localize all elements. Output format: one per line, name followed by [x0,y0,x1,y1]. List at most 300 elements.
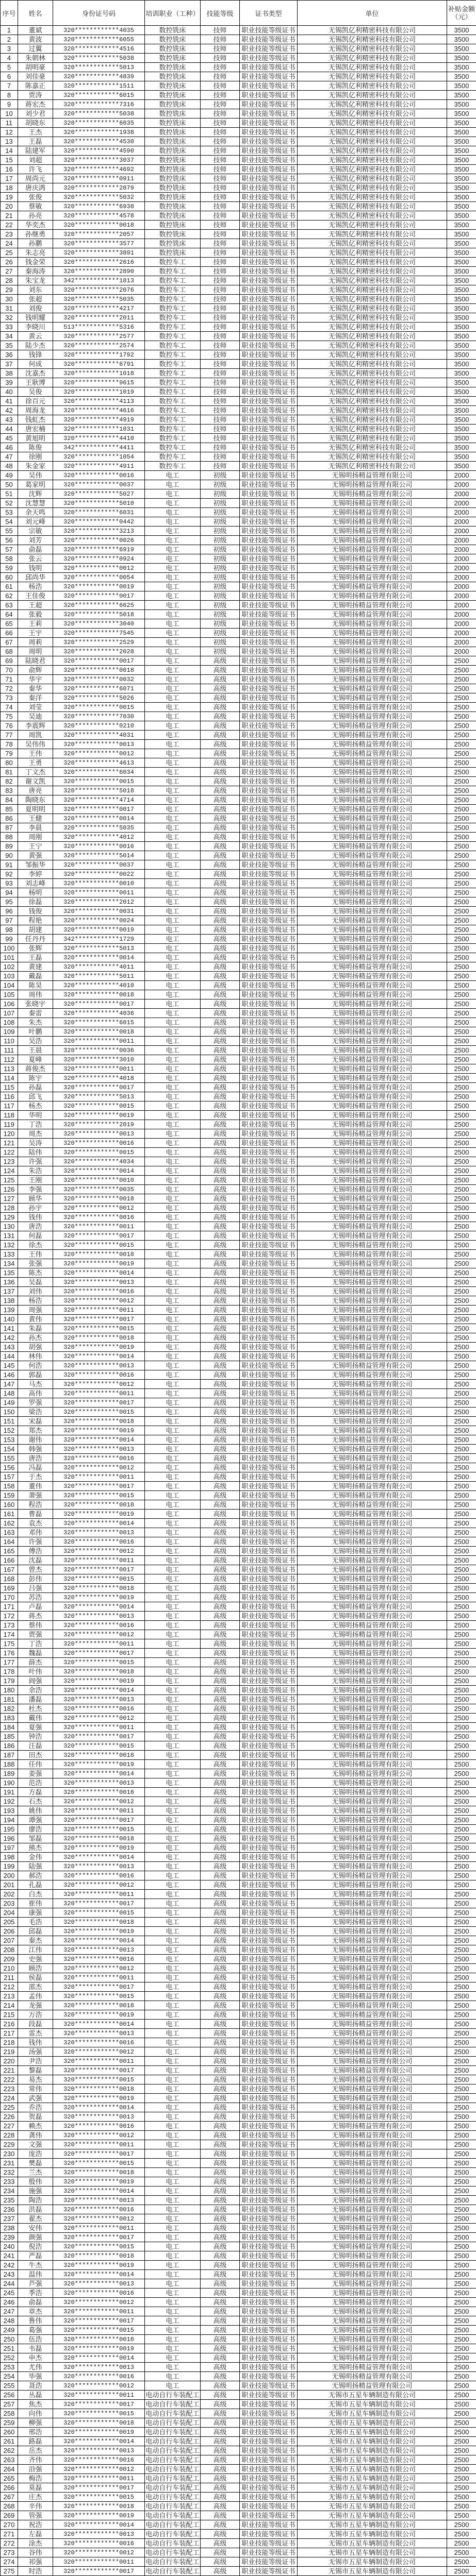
name-cell: 魏磊 [18,1649,53,1658]
name-cell: 熊杰 [18,1843,53,1853]
seq-cell: 82 [1,777,18,786]
unit-cell: 无锡市五星车辆制造有限公司 [298,2418,447,2428]
seq-cell: 160 [1,1500,18,1510]
name-cell: 王莉 [18,619,53,629]
cert-cell: 职业技能等级证书 [240,860,298,870]
amount-cell: 2500 [447,833,476,842]
level-cell: 高级 [201,2010,240,2020]
amount-cell: 2500 [447,777,476,786]
id-cell: 320************7545 [53,629,145,638]
cert-cell: 职业技能等级证书 [240,397,298,406]
level-cell: 高级 [201,1853,240,1862]
seq-cell: 28 [1,276,18,285]
name-cell: 邱尚华 [18,573,53,582]
level-cell: 高级 [201,805,240,814]
cert-cell: 职业技能等级证书 [240,1519,298,1528]
job-cell: 电工 [145,2010,201,2020]
job-cell: 电工 [145,629,201,638]
job-cell: 电工 [145,2177,201,2187]
job-cell: 电工 [145,554,201,564]
name-cell: 金伟 [18,1853,53,1862]
amount-cell: 2000 [447,610,476,619]
amount-cell: 2500 [447,2353,476,2363]
name-cell: 朱宝龙 [18,276,53,285]
seq-cell: 55 [1,527,18,536]
seq-cell: 231 [1,2159,18,2168]
table-row [1,2344,476,2353]
amount-cell: 2500 [447,860,476,870]
unit-cell: 无锡明扬精益管理有限公司 [298,860,447,870]
level-cell: 高级 [201,1148,240,1157]
id-cell: 320************0017 [53,1899,145,1908]
id-cell: 320************6015 [53,1018,145,1027]
job-cell: 电工 [145,999,201,1009]
job-cell: 电工 [145,1778,201,1788]
job-cell: 电工 [145,2335,201,2344]
amount-cell: 2500 [447,740,476,749]
unit-cell: 无锡明扬精益管理有限公司 [298,981,447,990]
id-cell: 320************2057 [53,230,145,239]
amount-cell: 2500 [447,2474,476,2483]
seq-cell: 229 [1,2140,18,2149]
cert-cell: 职业技能等级证书 [240,675,298,684]
seq-cell: 22 [1,221,18,230]
level-cell: 高级 [201,1398,240,1408]
id-cell: 320************0019 [53,1676,145,1686]
amount-cell: 2500 [447,1231,476,1241]
unit-cell: 无锡凯亿利精密科技有限公司 [298,118,447,128]
seq-cell: 130 [1,1222,18,1231]
id-cell: 320************4590 [53,146,145,156]
id-cell: 320************0016 [53,2205,145,2214]
cert-cell: 职业技能等级证书 [240,1129,298,1139]
table-row [1,1445,476,1454]
unit-cell: 无锡明扬精益管理有限公司 [298,684,447,693]
cert-cell: 职业技能等级证书 [240,489,298,499]
name-cell: 陆强 [18,1862,53,1871]
seq-cell: 142 [1,1333,18,1343]
name-cell: 石杰 [18,1797,53,1806]
seq-cell: 251 [1,2344,18,2353]
job-cell: 电工 [145,1231,201,1241]
seq-cell: 240 [1,2242,18,2251]
amount-cell: 2500 [447,1482,476,1491]
unit-cell: 无锡凯亿利精密科技有限公司 [298,72,447,81]
amount-cell: 2500 [447,2493,476,2502]
name-cell: 雷杰 [18,2029,53,2038]
amount-cell: 2500 [447,1064,476,1074]
id-cell: 320************7316 [53,100,145,109]
level-cell: 初级 [201,629,240,638]
table-row [1,2149,476,2159]
job-cell: 电工 [145,582,201,591]
unit-cell: 无锡明扬精益管理有限公司 [298,1556,447,1565]
table-row [1,1612,476,1621]
job-cell: 数控铣床 [145,118,201,128]
id-cell: 320************0014 [53,1352,145,1361]
job-cell: 电工 [145,2372,201,2381]
seq-cell: 54 [1,517,18,527]
seq-cell: 120 [1,1129,18,1139]
id-cell: 320************0017 [53,2233,145,2242]
id-cell: 320************4919 [53,415,145,425]
cert-cell: 职业技能等级证书 [240,1797,298,1806]
seq-cell: 174 [1,1630,18,1639]
table-row [1,1890,476,1899]
unit-cell: 无锡明扬精益管理有限公司 [298,2372,447,2381]
id-cell: 320************4714 [53,795,145,805]
cert-cell: 职业技能等级证书 [240,1380,298,1389]
table-row [1,1380,476,1389]
level-cell: 技师 [201,221,240,230]
job-cell: 电工 [145,1046,201,1055]
seq-cell: 51 [1,489,18,499]
job-cell: 电工 [145,768,201,777]
level-cell: 技师 [201,54,240,63]
name-cell: 蔡敏 [18,202,53,211]
name-cell: 何成 [18,360,53,369]
job-cell: 电工 [145,2270,201,2279]
table-row [1,1556,476,1565]
cert-cell: 职业技能等级证书 [240,1055,298,1064]
job-cell: 电工 [145,601,201,610]
job-cell: 电工 [145,2140,201,2149]
seq-cell: 128 [1,1204,18,1213]
job-cell: 电动自行车装配工 [145,2530,200,2538]
level-cell: 初级 [201,545,240,554]
seq-cell: 65 [1,619,18,629]
name-cell: 孙宇 [18,1204,53,1213]
id-cell: 320************0018 [53,1027,145,1037]
level-cell: 技师 [201,26,240,35]
id-cell: 320************3037 [53,156,145,165]
name-cell: 刘超 [18,156,53,165]
table-row [1,452,476,462]
job-cell: 电工 [145,1890,201,1899]
table-row [1,554,476,564]
table-row [1,944,476,953]
cert-cell: 职业技能等级证书 [240,44,298,54]
cert-cell: 职业技能等级证书 [240,1649,298,1658]
cert-cell: 职业技能等级证书 [240,564,298,573]
level-cell: 高级 [201,1760,240,1769]
job-cell: 数控车工 [145,304,201,313]
unit-cell: 无锡明扬精益管理有限公司 [298,2270,447,2279]
cert-cell: 职业技能等级证书 [240,851,298,860]
amount-cell: 2500 [447,2038,476,2047]
cert-cell: 职业技能等级证书 [240,1510,298,1519]
amount-cell: 2500 [447,1018,476,1027]
id-cell: 320************0013 [53,1695,145,1704]
amount-cell: 3500 [447,239,476,248]
table-row [1,758,476,768]
name-cell: 任伟 [18,1760,53,1769]
id-cell: 320************0018 [53,2168,145,2177]
seq-cell: 262 [1,2446,18,2455]
name-cell: 梁浩 [18,1408,53,1417]
seq-cell: 226 [1,2112,18,2122]
name-cell: 刘志峰 [18,879,53,888]
table-row [1,1064,476,1074]
amount-cell: 2000 [447,471,476,480]
table-row [1,2289,476,2298]
seq-cell: 42 [1,406,18,415]
level-cell: 初级 [201,471,240,480]
cert-cell: 职业技能等级证书 [240,2530,298,2539]
amount-cell: 2500 [447,2298,476,2307]
seq-cell: 95 [1,897,18,907]
level-cell: 高级 [201,1194,240,1204]
name-cell: 姜强 [18,1769,53,1778]
table-row [1,740,476,749]
level-cell: 高级 [201,703,240,712]
unit-cell: 无锡明扬精益管理有限公司 [298,851,447,860]
amount-cell: 3500 [447,137,476,146]
name-cell: 谭强 [18,1816,53,1825]
job-cell: 数控铣床 [145,174,201,183]
seq-cell: 156 [1,1463,18,1472]
seq-cell: 253 [1,2363,18,2372]
amount-cell: 3500 [447,415,476,425]
name-cell: 赖杰 [18,2122,53,2131]
job-cell: 电工 [145,1352,201,1361]
amount-cell: 2500 [447,2122,476,2131]
unit-cell: 无锡明扬精益管理有限公司 [298,2066,447,2075]
name-cell: 陈宇 [18,1074,53,1083]
name-cell: 王宁 [18,842,53,851]
job-cell: 电工 [145,1361,201,1370]
amount-cell: 2000 [447,564,476,573]
seq-cell: 165 [1,1547,18,1556]
cert-cell: 职业技能等级证书 [240,545,298,554]
id-cell: 320************0012 [53,564,145,573]
seq-cell: 31 [1,304,18,313]
table-row [1,508,476,517]
cert-cell: 职业技能等级证书 [240,2520,298,2530]
level-cell: 高级 [201,1370,240,1380]
amount-cell: 2500 [447,1751,476,1760]
job-cell: 电工 [145,2187,201,2196]
table-row [1,860,476,870]
amount-cell: 3500 [447,434,476,443]
amount-cell: 2500 [447,2214,476,2224]
id-cell: 320************0924 [53,554,145,564]
unit-cell: 无锡明扬精益管理有限公司 [298,1296,447,1306]
unit-cell: 无锡凯亿利精密科技有限公司 [298,397,447,406]
job-cell: 电动自行车装配工 [145,2474,200,2482]
cert-cell: 职业技能等级证书 [240,2474,298,2483]
cert-cell: 职业技能等级证书 [240,2075,298,2084]
level-cell: 高级 [201,2149,240,2159]
id-cell: 320************6055 [53,35,145,44]
table-row [1,610,476,619]
table-row [1,1630,476,1639]
job-cell: 电动自行车装配工 [145,2567,200,2575]
seq-cell: 170 [1,1593,18,1602]
level-cell: 高级 [201,2316,240,2326]
level-cell: 高级 [201,1380,240,1389]
amount-cell: 2500 [447,1853,476,1862]
seq-cell: 158 [1,1482,18,1491]
job-cell: 电动自行车装配工 [145,2391,200,2399]
seq-cell: 58 [1,554,18,564]
id-cell: 320************4031 [53,731,145,740]
id-cell: 320************0019 [53,1259,145,1268]
unit-cell: 无锡凯亿利精密科技有限公司 [298,44,447,54]
name-cell: 万浩 [18,2010,53,2020]
name-cell: 聂浩 [18,2381,53,2391]
unit-cell: 无锡明扬精益管理有限公司 [298,619,447,629]
unit-cell: 无锡凯亿利精密科技有限公司 [298,156,447,165]
name-cell: 杨浩 [18,1296,53,1306]
level-cell: 技师 [201,360,240,369]
seq-cell: 225 [1,2103,18,2112]
id-cell: 320************0018 [53,221,145,230]
amount-cell: 3500 [447,276,476,285]
seq-cell: 67 [1,638,18,647]
seq-cell: 272 [1,2539,18,2548]
level-cell: 高级 [201,2289,240,2298]
table-row [1,2270,476,2279]
cert-cell: 职业技能等级证书 [240,721,298,731]
unit-cell: 无锡明扬精益管理有限公司 [298,2261,447,2270]
unit-cell: 无锡明扬精益管理有限公司 [298,2289,447,2298]
id-cell: 320************0011 [53,1973,145,1982]
job-cell: 电工 [145,1695,201,1704]
unit-cell: 无锡明扬精益管理有限公司 [298,1880,447,1890]
seq-cell: 126 [1,1185,18,1194]
id-cell: 320************0019 [53,2261,145,2270]
seq-cell: 245 [1,2289,18,2298]
id-cell: 320************0017 [53,1732,145,1741]
level-cell: 高级 [201,1955,240,1964]
table-header [1,1,476,26]
table-row [1,545,476,554]
name-cell: 史强 [18,1955,53,1964]
cert-cell: 职业技能等级证书 [240,2047,298,2057]
cert-cell: 职业技能等级证书 [240,1695,298,1704]
cert-cell: 职业技能等级证书 [240,2242,298,2251]
level-cell: 高级 [201,1537,240,1547]
amount-cell: 2500 [447,2075,476,2084]
name-cell: 夏明明 [18,805,53,814]
job-cell: 电工 [145,1871,201,1880]
amount-cell: 3500 [447,109,476,118]
unit-cell: 无锡明扬精益管理有限公司 [298,990,447,999]
amount-cell: 2500 [447,2020,476,2029]
cert-cell: 职业技能等级证书 [240,1361,298,1370]
level-cell: 技师 [201,285,240,295]
level-cell: 高级 [201,1695,240,1704]
name-cell: 胡建 [18,925,53,935]
seq-cell: 30 [1,295,18,304]
amount-cell: 2500 [447,2177,476,2187]
id-cell: 320************0017 [53,1083,145,1092]
cert-cell: 职业技能等级证书 [240,2187,298,2196]
job-cell: 电工 [145,1621,201,1630]
unit-cell: 无锡明扬精益管理有限公司 [298,935,447,944]
cert-cell: 职业技能等级证书 [240,1621,298,1630]
seq-cell: 104 [1,981,18,990]
name-cell: 汪磊 [18,1741,53,1751]
amount-cell: 2500 [447,2279,476,2289]
amount-cell: 2500 [447,1908,476,1918]
id-cell: 320************4410 [53,434,145,443]
name-cell: 何磊 [18,1231,53,1241]
cert-cell: 职业技能等级证书 [240,1908,298,1918]
cert-cell: 职业技能等级证书 [240,1176,298,1185]
table-row [1,276,476,285]
cert-cell: 职业技能等级证书 [240,1092,298,1101]
unit-cell: 无锡明扬精益管理有限公司 [298,1510,447,1519]
amount-cell: 3500 [447,323,476,332]
job-cell: 电工 [145,1111,201,1120]
id-cell: 320************0019 [53,2344,145,2353]
unit-cell: 无锡明扬精益管理有限公司 [298,1129,447,1139]
job-cell: 电工 [145,1306,201,1315]
cert-cell: 职业技能等级证书 [240,146,298,156]
id-cell: 320************0015 [53,2409,145,2418]
id-cell: 320************2890 [53,267,145,276]
level-cell: 高级 [201,1018,240,1027]
table-row [1,2075,476,2084]
table-row [1,1751,476,1760]
name-cell: 丁浩 [18,1120,53,1129]
table-row [1,2372,476,2381]
table-row [1,703,476,712]
unit-cell: 无锡明扬精益管理有限公司 [298,2196,447,2205]
id-cell: 320************6938 [53,202,145,211]
name-cell: 周海龙 [18,406,53,415]
name-cell: 陈俊 [18,443,53,452]
unit-cell: 无锡市五星车辆制造有限公司 [298,2520,447,2530]
cert-cell: 职业技能等级证书 [240,962,298,972]
level-cell: 高级 [201,1157,240,1166]
amount-cell: 2500 [447,2446,476,2455]
name-cell: 卢磊 [18,1602,53,1612]
name-cell: 兰杰 [18,2168,53,2177]
amount-cell: 2500 [447,2270,476,2279]
table-row [1,2493,476,2502]
unit-cell: 无锡明扬精益管理有限公司 [298,1519,447,1528]
cert-cell: 职业技能等级证书 [240,2029,298,2038]
id-cell: 320************0015 [53,2326,145,2335]
level-cell: 技师 [201,202,240,211]
seq-cell: 8 [1,91,18,100]
seq-cell: 168 [1,1574,18,1584]
cert-cell: 职业技能等级证书 [240,1686,298,1695]
job-cell: 数控铣床 [145,211,201,221]
unit-cell: 无锡市五星车辆制造有限公司 [298,2557,447,2567]
level-cell: 初级 [201,536,240,545]
table-row [1,647,476,656]
unit-cell: 无锡明扬精益管理有限公司 [298,545,447,554]
level-cell: 高级 [201,1092,240,1101]
id-cell: 320************0018 [53,1667,145,1676]
name-cell: 过翼 [18,44,53,54]
seq-cell: 71 [1,675,18,684]
seq-cell: 57 [1,545,18,554]
table-row [1,777,476,786]
level-cell: 高级 [201,962,240,972]
table-row [1,146,476,156]
unit-cell: 无锡明扬精益管理有限公司 [298,1973,447,1982]
seq-cell: 188 [1,1760,18,1769]
table-row [1,1667,476,1676]
id-cell: 320************0019 [53,2511,145,2520]
level-cell: 高级 [201,2177,240,2187]
name-cell: 孔磊 [18,1880,53,1890]
